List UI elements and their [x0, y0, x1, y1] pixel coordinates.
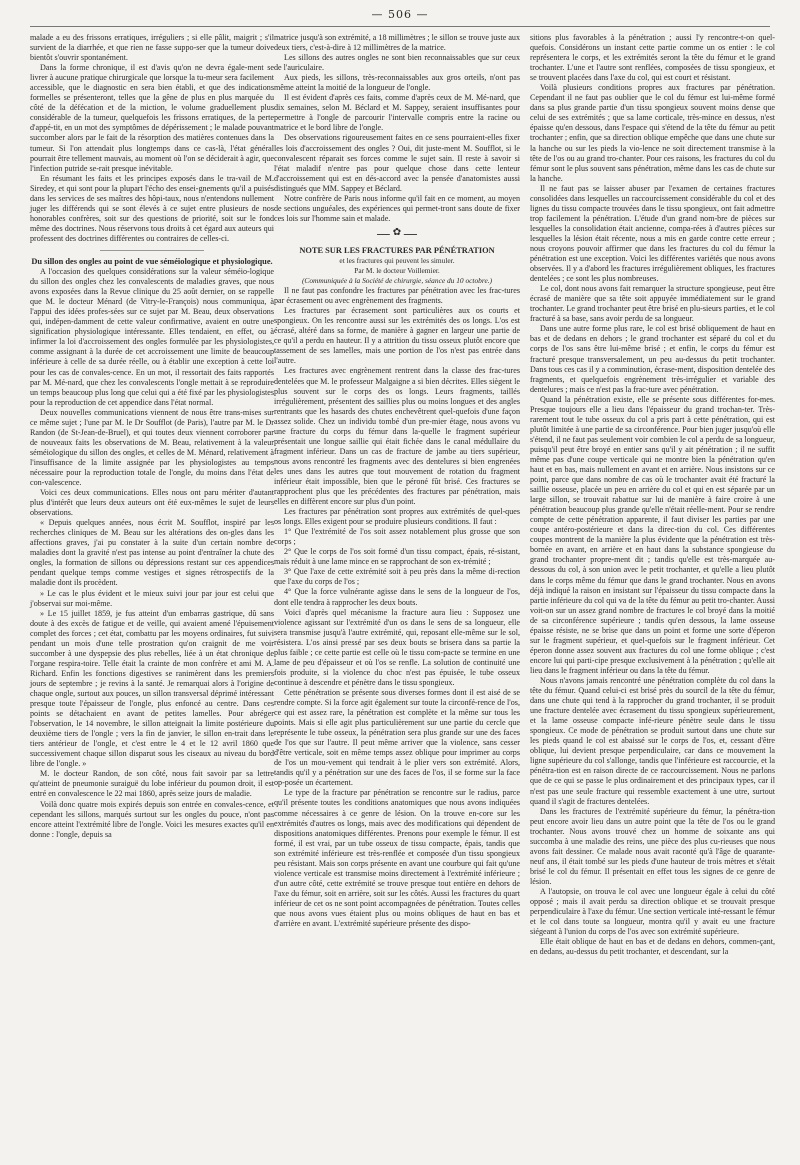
column-2 — [274, 33, 520, 929]
list-item: 1° Que l'extrémité de l'os soit assez notablement plus grosse que son corps ; — [274, 527, 520, 547]
article-title: NOTE SUR LES FRACTURES PAR PÉNÉTRATION — [299, 245, 495, 255]
paragraph: Les fractures avec engrènement rentrent dans la classe des frac-tures dentelées que M. le professeur Malgaigne a si bien décrites. Elles siègent le plus souvent sur le corps des os longs. Leurs fragments, taillés irrégulièrement, présentent des saillies plus ou moins longues et des angles rentrants que les hasards des chutes enchevêtrent quel-quefois d'une façon assez solide. Chez un individu tombé d'un pre-mier étage, nous avons vu une fracture du corps du fémur dans la-quelle le fragment supérieur présentait une longue saillie qui était fichée dans le canal médullaire du fragment inférieur. Dans un cas de fracture de jambe au tiers supérieur, nous avons rencontré les fragments avec des dentelures si bien engrenées les unes dans les autres que tout mouvement de rotation du fragment inférieur était impossible, bien que le péroné fût brisé. Ces fractures se rapprochent plus que les précédentes des fractures par pénétration, mais elles en diffèrent encore sur plus d'un point. — [274, 366, 520, 507]
paragraph: Les fractures par écrasement sont particulières aux os courts et spongieux. On les rencontre aussi sur les extrémités des os longs. L'os est écrasé, altéré dans sa forme, de manière à gagner en largeur une partie de ce qu'il a perdu en hauteur. Il y a attrition du tissu osseux plutôt encore que tassement de ses lamelles, mais une portion de l'os n'est pas entrée dans l'autre. — [274, 306, 520, 366]
paragraph: Il est évident d'après ces faits, comme d'après ceux de M. Mé-nard, que dix semaines, selon M. Béclard et M. Sappey, seraient insuffisantes pour permettre à l'ongle de parcourir l'intervalle compris entre la racine ou matrice et le bord libre de l'ongle. — [274, 93, 520, 133]
section-heading: Du sillon des ongles au point de vue séméiologique et physiologique. — [31, 256, 273, 266]
paragraph: Elle était oblique de haut en bas et de dedans en dehors, commen-çant, en dedans, au-dessus du petit trochanter, et descendant, sur la — [530, 937, 775, 957]
paragraph: Les sillons des autres ongles ne sont bien reconnaissables que sur ceux de l'auriculaire. — [274, 53, 520, 73]
paragraph: sitions plus favorables à la pénétration ; aussi l'y rencontre-t-on quel-quefois. Considérons un instant cette partie comme un os entier : le col représentera le corps, et les extrémités seront la tête du fémur et le grand trochanter. L'une et l'autre sont renflées, composées de tissu spongieux, et se trouvent placées dans l'axe du col, qui est court et résistant. — [530, 33, 775, 83]
list-item: 2° Que le corps de l'os soit formé d'un tissu compact, épais, ré-sistant, mais réduit à une lame mince en se rapprochant de son ex-trémité ; — [274, 547, 520, 567]
list-item: 4° Que la force vulnérante agisse dans le sens de la longueur de l'os, dont elle tendra à rapprocher les deux bouts. — [274, 587, 520, 607]
paragraph: Notre confrère de Paris nous informe qu'il fait en ce moment, au moyen de sections unguéales, des expériences qui permet-tront sans doute de fixer ces lois sur l'homme sain et malade. — [274, 193, 520, 223]
paragraph: Voilà plusieurs conditions propres aux fractures par pénétration. Cependant il ne faut pas oublier que le col du fémur est lui-même formé dans sa plus grande partie d'un tissu spongieux souvent moins dense que celui de ses extrémités ; que sa lame corticale, très-mince en dessus, n'est épaisse qu'en dessous, dans l'espace qui s'étend de la tête du fémur au petit trochanter ; enfin, que sa direction oblique empêche que dans une chute sur la hanche ou sur les pieds la vio-lence ne soit directement transmise à la tête de l'os ou au grand tro-chanter. Pour ces raisons, les fractures du col du fémur sont le plus souvent sans pénétration, même dans les cas de chute sur la hanche. — [530, 83, 775, 183]
paragraph: Voilà donc quatre mois expirés depuis son entrée en convales-cence, et cependant les sillons, marqués surtout sur les ongles du pouce, n'ont pas encore atteint l'extrémité libre de l'ongle. Voici les mesures exactes qu'il en donne : l'ongle, depuis sa — [30, 799, 274, 839]
page-number: — 506 — — [371, 8, 429, 21]
column-3 — [530, 33, 775, 957]
article-subtitle: et les fractures qui peuvent les simuler. — [339, 255, 455, 265]
paragraph: En résumant les faits et les principes exposés dans le tra-vail de M. Siredey, et qui sont pour la plupart l'écho des ensei-gnements qu'il a puisés dans les services de ses maîtres des hôpi-taux, nous n'entendons nullement juger les différends qui se sont élevés à ce sujet entre plusieurs de nos honorables confrères, soit sur des questions de priorité, soit sur le fond même des doctrines. Nous réservons tous droits à cet égard aux auteurs qui professent des doctrines différentes ou contraires de celles-ci. — [30, 173, 274, 243]
paragraph: » Le cas le plus évident et le mieux suivi jour par jour est celui que j'observai sur moi-même. — [30, 588, 274, 608]
paragraph: A l'occasion des quelques considérations sur la valeur séméio-logique du sillon des ongles chez les convalescents de maladies graves, que nous avons exposées dans la Revue clinique du 25 août dernier, on se rappelle que M. le docteur Ménard (de Vitry-le-François) nous communiqua, à l'appui des idées profes-sées sur ce sujet par M. Beau, deux observations qui, indépen-damment de cette valeur confirmative, avaient en outre une signification physiologique intéressante. Elles tendaient, en effet, ou à infirmer la loi d'accroissement des ongles formulée par les physiologistes, comme assignant à la durée de cet accroissement une limite de beaucoup inférieure à celle de sa durée réelle, ou à établir une exception à cette loi pour les cas de convales-cence. En un mot, il ressortait des faits rapportés par M. Mé-nard, que chez les convalescents l'ongle mettait à se reproduire un temps beaucoup plus long que celui qui a été fixé par les physiologistes pour la reproduction de cet appendice dans l'état normal. — [30, 267, 274, 407]
column-1 — [30, 33, 274, 840]
paragraph: Dans la forme chronique, il est d'avis qu'on ne devra égale-ment se livrer à aucune pratique chirurgicale que lorsque la tu-meur sera facilement accessible, que le diagnostic en sera bien établi, et que des indications formelles se présenteront, telles que la gêne de plus en plus marquée du côté de la défécation et de la miction, le volume graduellement plus considérable de la tumeur, quelquefois les frissons erratiques, de la perte d'appé-tit, en un mot des symptômes de dépérissement ; le malade pouvant succomber alors par le fait de la résorption des matières contenues dans la tumeur. Si l'on attendait plus longtemps dans ce cas-là, l'état général pourrait être tellement mauvais, au moment où l'on se déciderait à agir, que l'infection putride se-rait presque inévitable. — [30, 63, 274, 173]
paragraph: Les fractures par pénétration sont propres aux extrémités de quel-ques os longs. Elles exigent pour se produire plusieurs conditions. Il faut : — [274, 507, 520, 527]
section-divider — [100, 250, 204, 251]
paragraph: » Le 15 juillet 1859, je fus atteint d'un embarras gastrique, dû sans doute à des excès de fatigue et de veille, qui avaient amené l'épuisement complet des forces ; cet état, combattu par les moyens ordinaires, fut suivi pendant un mois d'une telle prostration qu'on craignit de me voir succomber à une dyspepsie des plus rebelles, liée à un état chronique de l'organe respira-toire. Telle était la crainte de mon confrère et ami M. A. Richard. Enfin les fonctions digestives se ranimèrent dans les premiers jours de septembre ; je revins à la santé. Je remarquai alors à l'origine de chaque ongle, surtout aux pouces, un sillon transversal déprimé intéressant presque toute l'épaisseur de l'ongle, plus enfoncé au centre. Dans ces points se détachaient en avant de petites lamelles. Pour abréger l'observation, le 14 novembre, le sillon atteignait la limite postérieure du deuxième tiers de l'ongle ; vers la fin de janvier, le sillon en-trait dans le tiers antérieur de l'ongle, et c'est entre le 4 et le 12 avril 1860 que successivement chaque sillon disparut sous les ciseaux au niveau du bord libre de l'ongle. » — [30, 608, 274, 769]
paragraph: malade a eu des frissons erratiques, irréguliers ; si elle pâlit, maigrit ; s'il survient de la diarrhée, et que rien ne fasse suppo-ser que la tumeur doive bientôt s'ouvrir spontanément. — [30, 33, 274, 63]
paragraph: Il ne faut pas se laisser abuser par l'examen de certaines fractures consolidées dans lesquelles un raccourcissement considérable du col et des lignes du tissu compacte trouvées dans le tissu spongieux, ont fait admettre trop facilement la pénétration. L'étude d'un grand nom-bre de pièces sur lesquelles la consolidation était ancienne, compa-rées à d'autres pièces sur lesquelles la lésion était récente, nous a mis en garde contre cette erreur ; nous croyons pouvoir affirmer que dans les fractures du col du fémur la pénétration est une exception. Voici les différentes variétés que nous avons observées. Il y a d'abord les fractures irrégulièrement obliques, les fractures dentelées ; ce sont les plus nombreuses. — [530, 183, 775, 284]
paragraph: Voici d'après quel mécanisme la fracture aura lieu : Supposez une violence agissant sur l'extrémité d'un os dans le sens de sa longueur, elle sera transmise jusqu'à l'autre extrémité, qui, reposant elle-même sur le sol, résistera. L'os ainsi pressé par ses deux bouts se brisera dans sa partie la plus faible ; ce cette partie est celle où le tissu com-pacte se termine en une lame de peu d'épaisseur et où l'os se renfle. La solution de continuité une fois produite, si la violence du choc n'est pas épuisée, le tube osseux continue à descendre et pénètre dans le tissu spongieux. — [274, 607, 520, 687]
ornament-divider: ✿ — [274, 228, 520, 242]
paragraph: A l'autopsie, on trouva le col avec une longueur égale à celui du côté opposé ; mais il avait perdu sa direction oblique et se trouvait presque perpendiculaire à l'axe du fémur. Une section verticale inté-ressant le fémur et le col dans toute sa longueur, montra qu'il y avait eu une fracture siégeant à l'union du corps de l'os avec son extrémité supérieure. — [530, 886, 775, 937]
paragraph: Nous n'avons jamais rencontré une pénétration complète du col dans la tête du fémur. Quand celui-ci est brisé près du sourcil de la tête du fémur, dans une chute qui tend à la rapprocher du grand trochanter, il se produit une fracture dentelée avec écrasement du tissu spongieux supérieurement, et la lame osseuse compacte infé-rieure pénètre seule dans le tissu spongieux. Ce mode de pénétration se produit surtout dans une chute sur les pieds quand le col est abaissé sur le corps de l'os, et, cessant d'être oblique, lui devient presque perpendiculaire, car dans ce mouvement la ligne supérieure du col s'allonge, tandis que l'inférieure est raccourcie, et la pénétra-tion est en raison directe de ce raccourcissement. Nous ne parlons que de ce qui se passe le plus ordinairement et des principaux types, car il n'est pas une seule fracture qui ressemble exactement à une utre, surtout quand il s'agit de fractures dentelées. — [530, 676, 775, 806]
paragraph: Quand la pénétration existe, elle se présente sous différentes for-mes. Presque toujours elle a lieu dans l'épaisseur du grand trochan-ter. Très-rarement tout le tube osseux du col a pris part à cette pénétration, qui est plutôt limitée à une partie de sa circonférence. Pour bien juger jusqu'où elle s'étend, il ne faut pas seulement voir combien le col a perdu de sa longueur, puisqu'il peut être broyé en entier sans qu'il y ait pénétration ; il ne suffit même pas d'une coupe verticale qui ne montre bien la pénétration qu'en haut et en bas, mais nullement en avant et en arrière. Nous insistons sur ce point, parce que dans nombre de cas où le trochanter avait été fracturé la saillie osseuse, placée un peu en arrière du col et qui en est séparée par un large sillon, se trouvait rabattue sur lui de manière à faire croire à une pénétration beaucoup plus grande qu'elle n'était réelle-ment. Pour se rendre compte de cette pénétration apparente, il faut diviser les parties par une coupe antéro-postérieure et dans la direc-tion du col. Ces différentes coupes montrent de la manière la plus évidente que la pénétration est très-bornée en avant, en arrière et en haut dans la substance spongieuse du grand trochanter propre-ment dit ; tandis qu'elle est très-marquée au-dessous du col, à son union avec le petit trochanter, et qu'elle a lieu plutôt dans le corps même du fémur que dans le grand trochanter. Nous en avons déjà indiqué la raison en insistant sur l'épaisseur du tissu compacte dans la partie inférieure du col qui va de la tête du fémur au petit tro-chanter. Aussi voit-on sur un assez grand nombre de fractures le col broyé dans la moitié de sa circonférence supérieure ; tandis qu'en dessous, la lame osseuse épaisse résiste, ne se brise que dans un point et forme une sorte d'éperon sur le fragment supérieur, et quel-quefois sur le fragment inférieur. Cet éperon donne assez souvent aux fractures du col une forme oblique ; c'est encore lui qui parti-cipe presque exclusivement à la pénétration ; qu'elle ait lieu dans le fragment inférieur ou dans la tête du fémur. — [530, 394, 775, 675]
article-author: Par M. le docteur Voillemier. — [354, 265, 440, 275]
list-item: 3° Que l'axe de cette extrémité soit à peu près dans la même di-rection que l'axe du corps de l'os ; — [274, 567, 520, 587]
paragraph: M. le docteur Randon, de son côté, nous fait savoir par sa lettre qu'atteint de pneumonie suraiguë du lobe inférieur du poumon droit, il est entré en convalescence le 22 mai 1860, après seize jours de maladie. — [30, 769, 274, 799]
paragraph: Le type de la fracture par pénétration se rencontre sur le radius, parce qu'il présente toutes les conditions anatomiques que nous avons indiquées comme nécessaires à ce genre de lésion. On la trouve en-core sur les extrémités d'autres os longs, mais avec des modifications qui dépendent de dispositions anatomiques différentes. Prenons pour exemple le fémur. Il est formé, il est vrai, par un tube osseux de tissu compacte, épais, tandis que son extrémité inférieure est très-renflée et composée d'un tissu spongieux peu résistant. Mais son corps présente en avant une courbure qui fait qu'une violence verticale est transmise moins directement à l'extrémité inférieure ; d'un autre côté, cette extrémité se trouve presque tout entière en dehors de l'axe du fémur, soit en arrière, soit sur les côtés. Aussi les fractures du quart inférieur de cet os ne sont point accompagnées de pénétration. Toutes celles que nous avons vues étaient plus ou moins obliques de haut en bas et d'arrière en avant. L'extrémité supérieure présente des dispo- — [274, 788, 520, 929]
paragraph: Voici ces deux communications. Elles nous ont paru mériter d'autant plus d'intérêt que leurs deux auteurs ont été eux-mêmes le sujet de leurs observations. — [30, 488, 274, 518]
article-note: (Communiquée à la Société de chirurgie, séance du 10 octobre.) — [301, 276, 493, 286]
paragraph: matrice jusqu'à son extrémité, a 18 millimètres ; le sillon se trouve juste aux deux tiers, c'est-à-dire à 12 millimètres de la matrice. — [274, 33, 521, 53]
header-rule — [30, 26, 770, 27]
paragraph: Dans les fractures de l'extrémité supérieure du fémur, la pénétra-tion peut encore avoir lieu dans un autre point que la tête de l'os ou le grand trochanter. Nous avons trouvé chez un homme de soixante ans qui succomba à une maladie des reins, une pièce des plus cu-rieuses que nous avons fait dessiner. Ce malade nous avait raconté qu'à l'âge de quarante-neuf ans, il était tombé sur les pieds d'une hauteur de trois mètres et s'était brisé le col du fémur. Il présentait en effet tous les signes de ce genre de lésion. — [530, 806, 775, 886]
paragraph: Des observations rigoureusement faites en ce sens pourraient-elles fixer les lois d'accroissement des ongles ? Oui, dit juste-ment M. Soufflot, si le convalescent réparait ses forces comme le sujet sain. Il reste à savoir si l'état maladif n'entre pas pour quelque chose dans cette lenteur d'accroissement qui est en dés-accord avec la pensée d'anatomistes aussi distingués que MM. Sappey et Béclard. — [274, 133, 520, 193]
paragraph: Aux pieds, les sillons, très-reconnaissables aux gros orteils, n'ont pas même atteint la moitié de la longueur de l'ongle. — [274, 73, 520, 93]
paragraph: Cette pénétration se présente sous diverses formes dont il est aisé de se rendre compte. Si la force agit également sur toute la circonfé-rence de l'os, ce qui est assez rare, la pénétration est complète et la même sur tous les points. Mais si elle agit plus particulièrement sur une partie du cercle que représente le tube osseux, la pénétration sera plus grande sur une des faces de l'os que sur l'autre. Il peut même arriver que la violence, sans cesser d'être verticale, soit en même temps assez oblique pour imprimer au corps de l'os un mou-vement qui tendrait à le plier vers son extrémité. Alors, tandis qu'il y a pénétration sur une des faces de l'os, il se forme sur la face op-posée un écartement. — [274, 687, 520, 788]
paragraph: Il ne faut pas confondre les fractures par pénétration avec les frac-tures par écrasement ou avec engrènement des fragments. — [274, 286, 520, 306]
paragraph: Deux nouvelles communications viennent de nous être trans-mises sur ce même sujet ; l'une par M. le Dr Soufflot (de Paris), l'autre par M. le Dr Randon (de St-Jean-de-Bruel), et qui toutes deux viennent corroborer par de nouveaux faits les observations de M. Beau, relativement à la valeur séméiologique du sillon des ongles, et celles de M. Ménard, relativement à l'insuffisance de la limite assignée par les physiologistes au temps nécessaire pour la reproduction totale de l'ongle, du moins dans l'état de con-valescence. — [30, 407, 274, 488]
paragraph: Le col, dont nous avons fait remarquer la structure spongieuse, peut être écrasé de manière que sa tête soit appuyée immédiatement sur le grand trochanter. Le grand trochanter peut être brisé en plu-sieurs parties, et le col fracturé à sa base, sans avoir perdu de sa longueur. — [530, 284, 775, 324]
paragraph: « Depuis quelques années, nous écrit M. Soufflot, inspiré par les recherches cliniques de M. Beau sur les altérations des on-gles dans les affections graves, j'ai pu constater à la suite d'un certain nombre de maladies dont la gravité n'est pas intense au point d'entraîner la chute des ongles, la formation de sillons ou dépressions restant sur ces appendices pendant quelque temps comme vestiges et signes rétrospectifs de la maladie dont ils procèdent. — [30, 518, 274, 588]
paragraph: Dans une autre forme plus rare, le col est brisé obliquement de haut en bas et de dedans en dehors ; le grand trochanter est séparé du col et du corps de l'os sans être lui-même brisé ; et enfin, le corps du fémur est fracturé presque transversalement, un peu au-dessus du petit trochanter. Dans tous ces cas il y a comminution, écrase-ment, disposition dentelée des fragments, et quelquefois engrènement très-irrégulier et variable des dentelures ; mais ce n'est pas la frac-ture avec pénétration. — [530, 324, 775, 394]
